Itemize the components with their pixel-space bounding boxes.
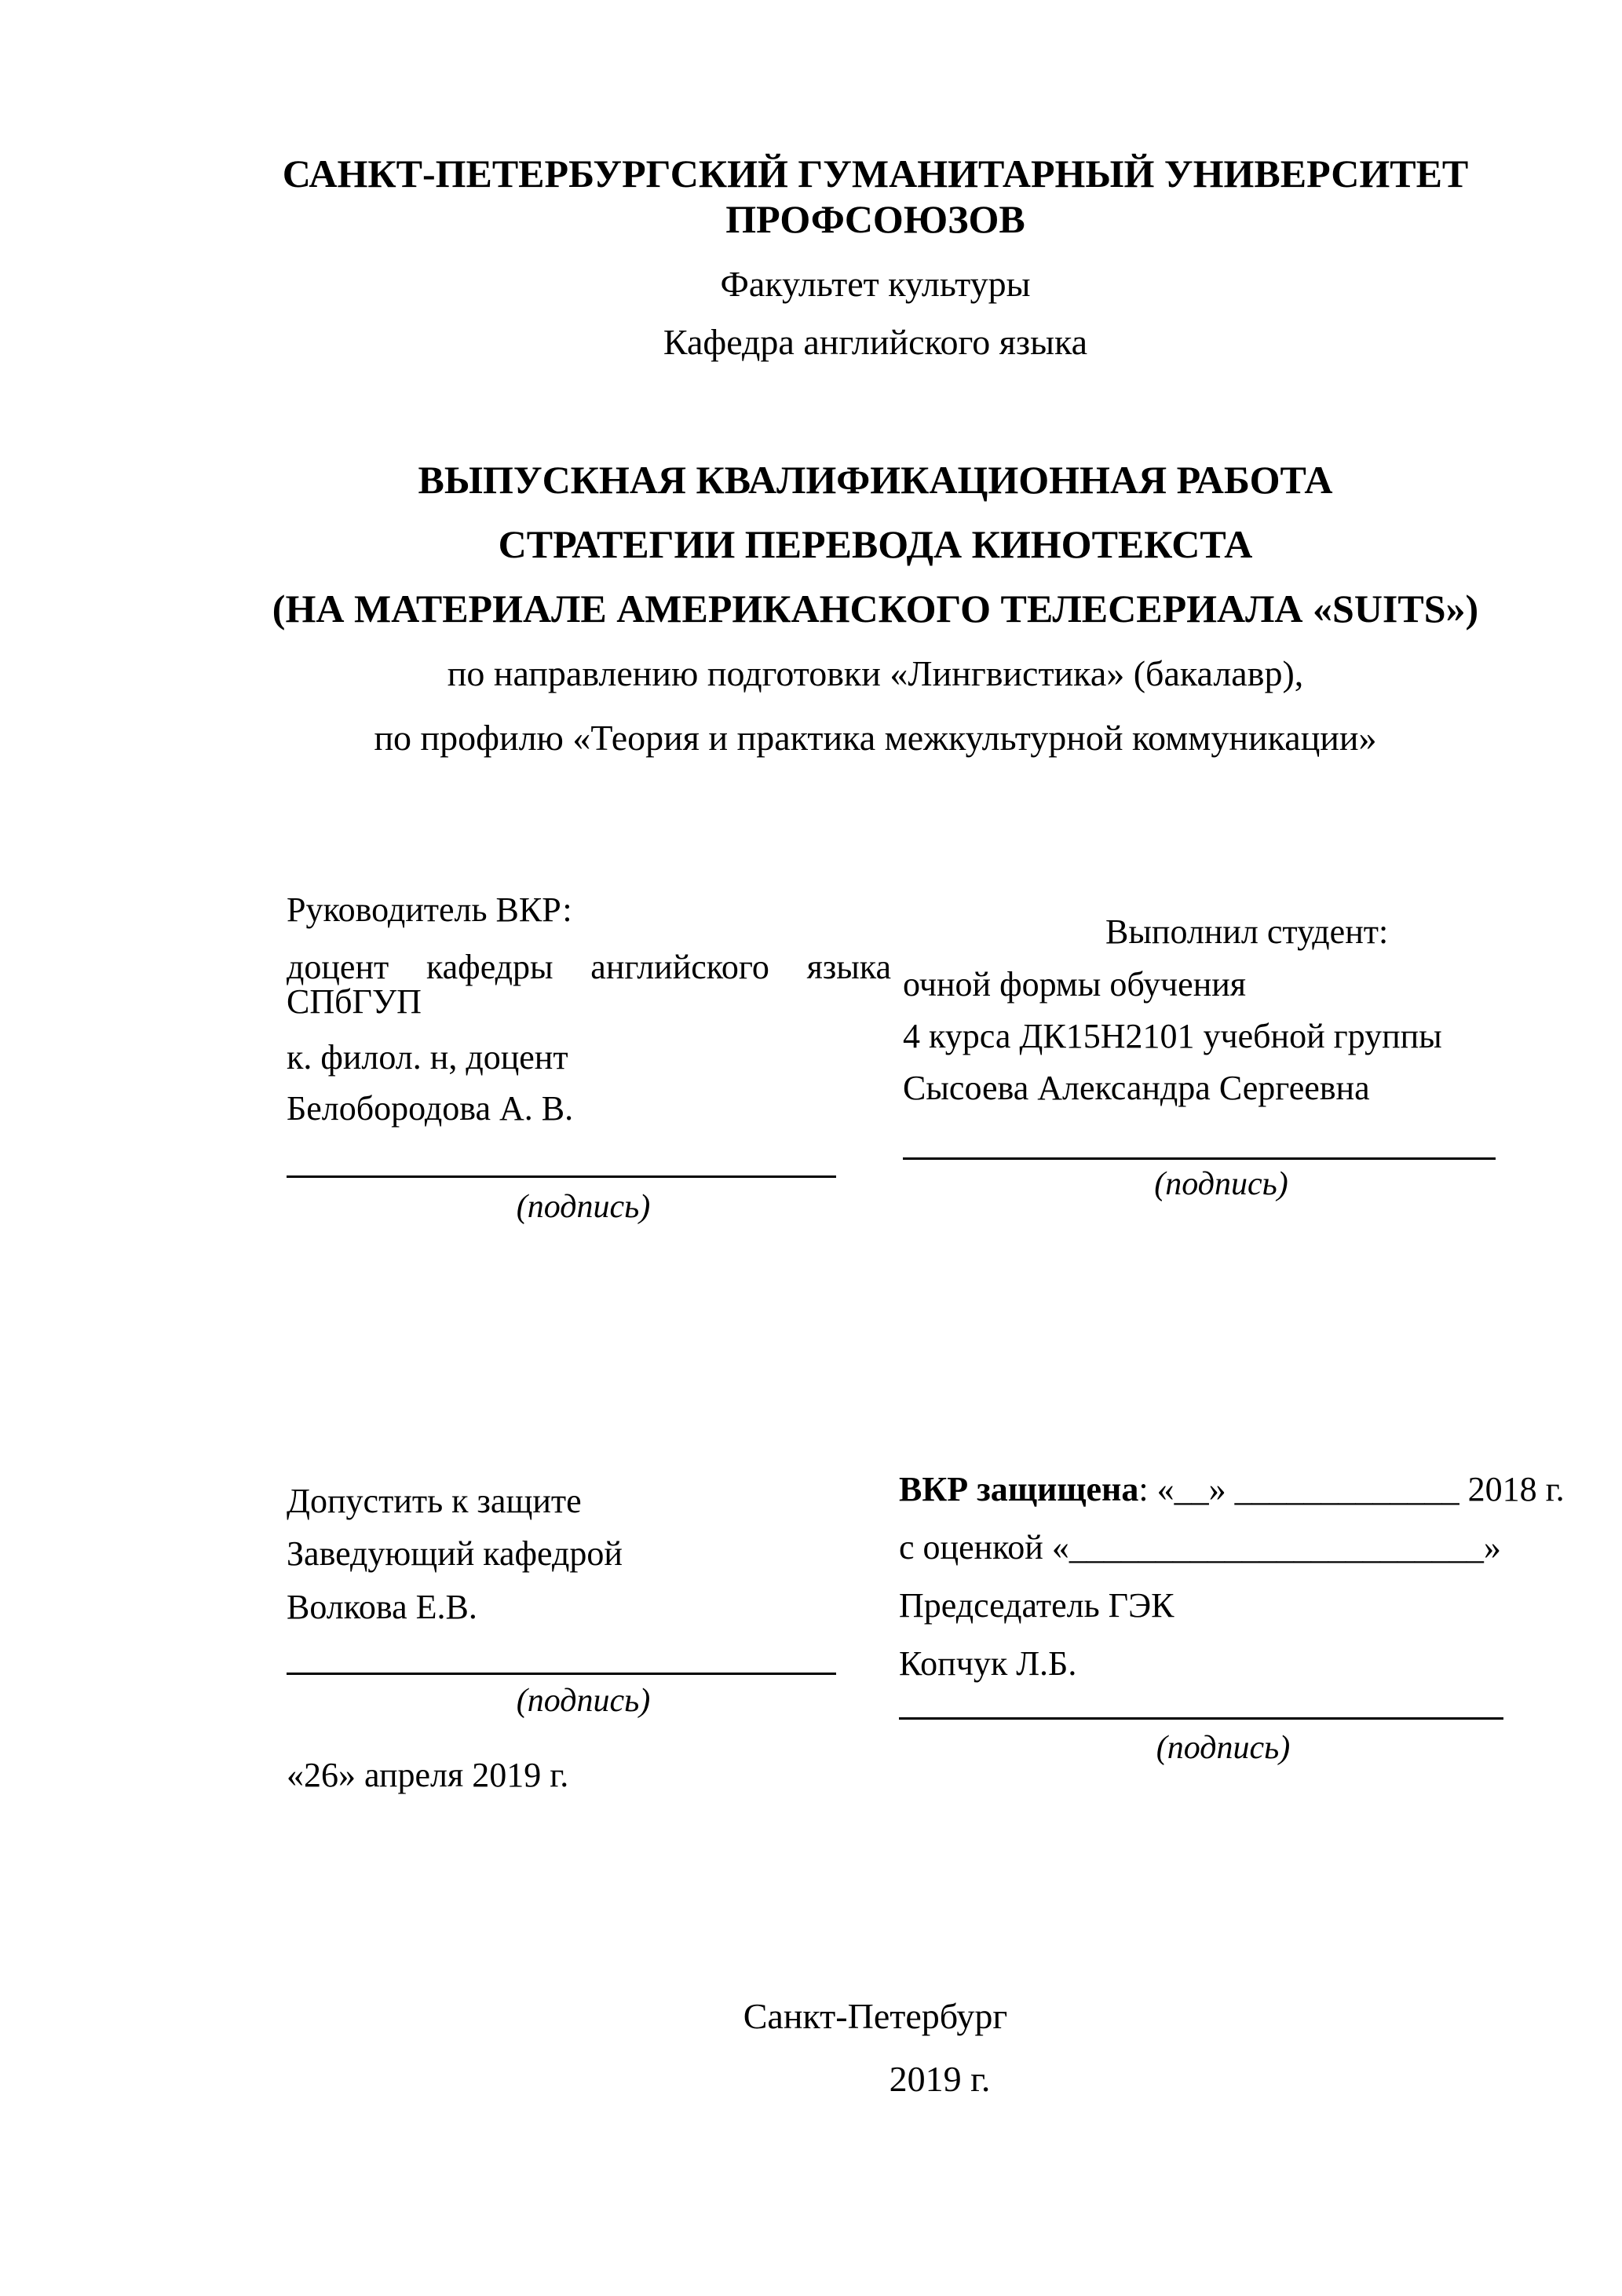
faculty-name: Факультет культуры [720, 264, 1031, 304]
student-signature-caption [903, 1168, 1496, 1201]
footer-year-line [247, 2061, 1503, 2097]
university-name-line1: САНКТ-ПЕТЕРБУРГСКИЙ ГУМАНИТАРНЫЙ УНИВЕРСИТЕТ [282, 152, 1469, 196]
student-study-form: очной формы обучения [903, 965, 1247, 1004]
supervisor-signature-line [287, 1175, 836, 1178]
department-name: Кафедра английского языка [663, 322, 1088, 362]
defense-label-rest: : «__» _____________ 2018 г. [1138, 1470, 1565, 1508]
work-type-title: ВЫПУСКНАЯ КВАЛИФИКАЦИОННАЯ РАБОТА [418, 458, 1333, 502]
supervisor-name: Белобородова А. В. [287, 1089, 574, 1128]
student-name: Сысоева Александра Сергеевна [903, 1069, 1370, 1107]
defense-signature-caption-text: (подпись) [1156, 1730, 1291, 1766]
footer-city: Санкт-Петербург [743, 1996, 1008, 2036]
supervisor-label: Руководитель ВКР: [287, 890, 572, 929]
student-signature-line [903, 1157, 1496, 1160]
topic-line1: СТРАТЕГИИ ПЕРЕВОДА КИНОТЕКСТА [498, 522, 1253, 566]
admission-date: «26» апреля 2019 г. [287, 1756, 569, 1794]
admission-head-name: Волкова Е.В. [287, 1588, 477, 1626]
defense-signature-caption [899, 1731, 1503, 1764]
defense-line [899, 1472, 1565, 1507]
supervisor-signature-caption-text: (подпись) [516, 1189, 651, 1225]
student-signature-caption-text: (подпись) [1154, 1166, 1288, 1202]
program-line: по направлению подготовки «Лингвистика» (бакалавр), [447, 653, 1304, 693]
university-name-line2: ПРОФСОЮЗОВ [725, 197, 1025, 241]
supervisor-signature-caption [287, 1190, 836, 1223]
student-group: 4 курса ДК15Н2101 учебной группы [903, 1017, 1442, 1055]
supervisor-degree: к. филол. н, доцент [287, 1038, 568, 1077]
student-label: Выполнил студент: [1105, 912, 1389, 951]
defense-label-bold: ВКР защищена [899, 1470, 1139, 1508]
admission-signature-line [287, 1673, 836, 1675]
defense-chairman-title: Председатель ГЭК [899, 1586, 1174, 1625]
supervisor-position: доцент кафедры английского языка [287, 948, 891, 986]
defense-chairman-name: Копчук Л.Б. [899, 1644, 1077, 1683]
topic-line2: (НА МАТЕРИАЛЕ АМЕРИКАНСКОГО ТЕЛЕСЕРИАЛА «SUITS») [272, 587, 1479, 631]
footer-year: 2019 г. [889, 2059, 991, 2099]
admission-permit-line: Допустить к защите [287, 1482, 582, 1520]
defense-grade-line: с оценкой «________________________» [899, 1528, 1501, 1567]
defense-signature-line [899, 1717, 1503, 1720]
admission-head-line: Заведующий кафедрой [287, 1534, 623, 1573]
admission-signature-caption [287, 1684, 836, 1717]
supervisor-organization: СПбГУП [287, 982, 422, 1021]
profile-line: по профилю «Теория и практика межкультурной коммуникации» [374, 718, 1377, 758]
admission-signature-caption-text: (подпись) [516, 1683, 651, 1719]
